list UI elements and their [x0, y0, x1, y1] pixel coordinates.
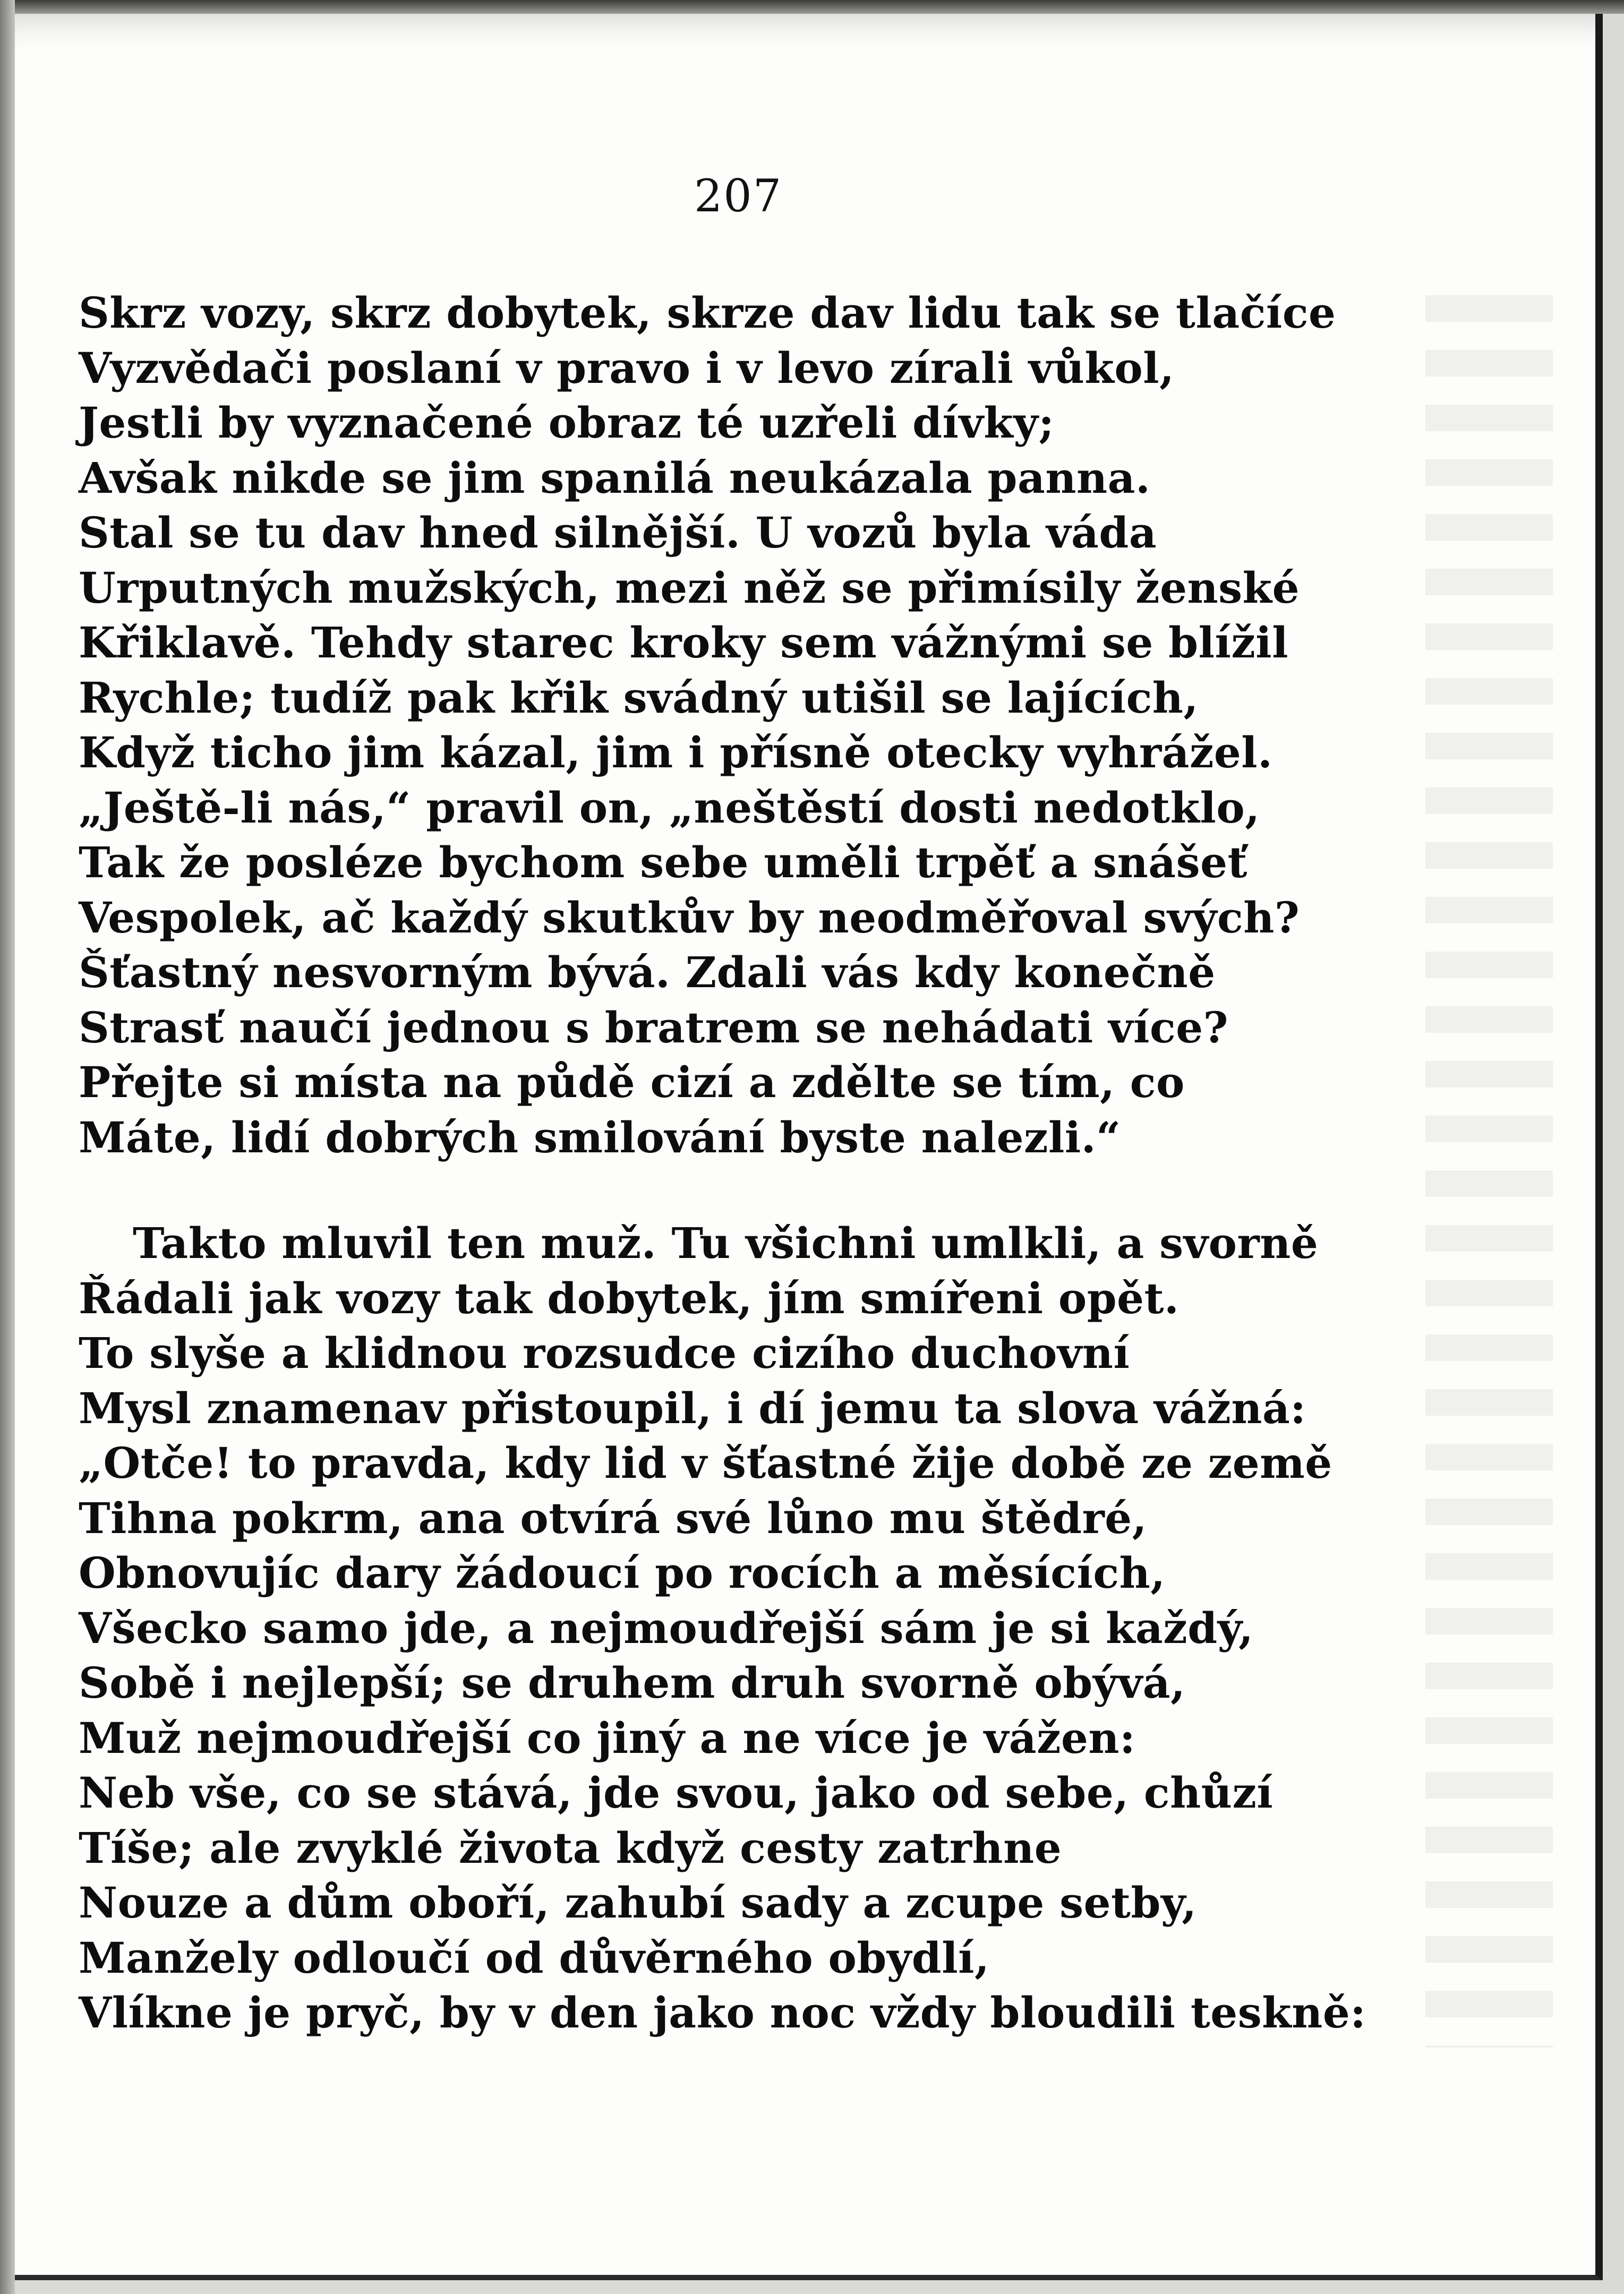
- verse-line: Nouze a dům oboří, zahubí sady a zcupe setby,: [79, 1878, 1197, 1928]
- verse-line: Urputných mužských, mezi něž se přimísily ženské: [79, 562, 1300, 613]
- verse-line: Neb vše, co se stává, jde svou, jako od sebe, chůzí: [79, 1768, 1273, 1818]
- verse-line: Strasť naučí jednou s bratrem se nehádati více?: [79, 1002, 1228, 1052]
- verse-line: Přejte si místa na půdě cizí a zdělte se tím, co: [79, 1057, 1185, 1107]
- verse-line: Vlíkne je pryč, by v den jako noc vždy bloudili teskně:: [79, 1988, 1366, 2038]
- scan-left-edge: [0, 0, 15, 2294]
- verse-line: Obnovujíc dary žádoucí po rocích a měsících,: [79, 1548, 1166, 1598]
- verse-line: Manžely odloučí od důvěrného obydlí,: [79, 1932, 990, 1983]
- verse-line: Křiklavě. Tehdy starec kroky sem vážnými se blížil: [79, 618, 1289, 667]
- verse-line: Stal se tu dav hned silnější. U vozů byla váda: [79, 508, 1157, 558]
- verse-line: Tak že posléze bychom sebe uměli trpěť a snášeť: [79, 837, 1247, 887]
- verse-line: Šťastný nesvorným bývá. Zdali vás kdy konečně: [79, 947, 1216, 997]
- verse-line: Jestli by vyznačené obraz té uzřeli dívky;: [79, 398, 1055, 448]
- verse-line: Řádali jak vozy tak dobytek, jím smířeni opět.: [79, 1273, 1179, 1323]
- verse-line: To slyše a klidnou rozsudce cizího duchovní: [79, 1328, 1130, 1378]
- verse-line: Muž nejmoudřejší co jiný a ne více je vážen:: [79, 1713, 1136, 1763]
- verse-line: „Ještě-li nás,“ pravil on, „neštěstí dosti nedotklo,: [79, 782, 1260, 833]
- verse-line: Vyzvědači poslaní v pravo i v levo zírali vůkol,: [79, 343, 1175, 393]
- page-number: 207: [694, 170, 783, 222]
- verse-line: „Otče! to pravda, kdy lid v šťastné žije době ze země: [79, 1438, 1332, 1488]
- stanza-2: [79, 1216, 1459, 2041]
- verse-line: Avšak nikde se jim spanilá neukázala panna.: [79, 452, 1151, 503]
- verse-line: Tihna pokrm, ana otvírá své lůno mu štědré,: [79, 1493, 1147, 1543]
- verse-line: Všecko samo jde, a nejmoudřejší sám je si každý,: [79, 1603, 1254, 1653]
- verse-line: Rychle; tudíž pak křik svádný utišil se lajících,: [79, 672, 1199, 723]
- verse-line: Sobě i nejlepší; se druhem druh svorně obývá,: [79, 1658, 1186, 1708]
- verse-line: Mysl znamenav přistoupil, i dí jemu ta slova vážná:: [79, 1383, 1306, 1433]
- verse-line: Skrz vozy, skrz dobytek, skrze dav lidu tak se tlačíce: [79, 288, 1336, 338]
- verse-line: Máte, lidí dobrých smilování byste nalezli.“: [79, 1112, 1121, 1162]
- verse-line: Vespolek, ač každý skutkův by neodměřoval svých?: [79, 892, 1300, 943]
- stanza-1: [79, 286, 1459, 1165]
- verse-line: Když ticho jim kázal, jim i přísně otecky vyhrážel.: [79, 727, 1273, 777]
- verse-line: Tíše; ale zvyklé života když cesty zatrhne: [79, 1822, 1062, 1873]
- verse-line: Takto mluvil ten muž. Tu všichni umlkli, a svorně: [133, 1218, 1319, 1268]
- scan-top-edge: [0, 0, 1624, 14]
